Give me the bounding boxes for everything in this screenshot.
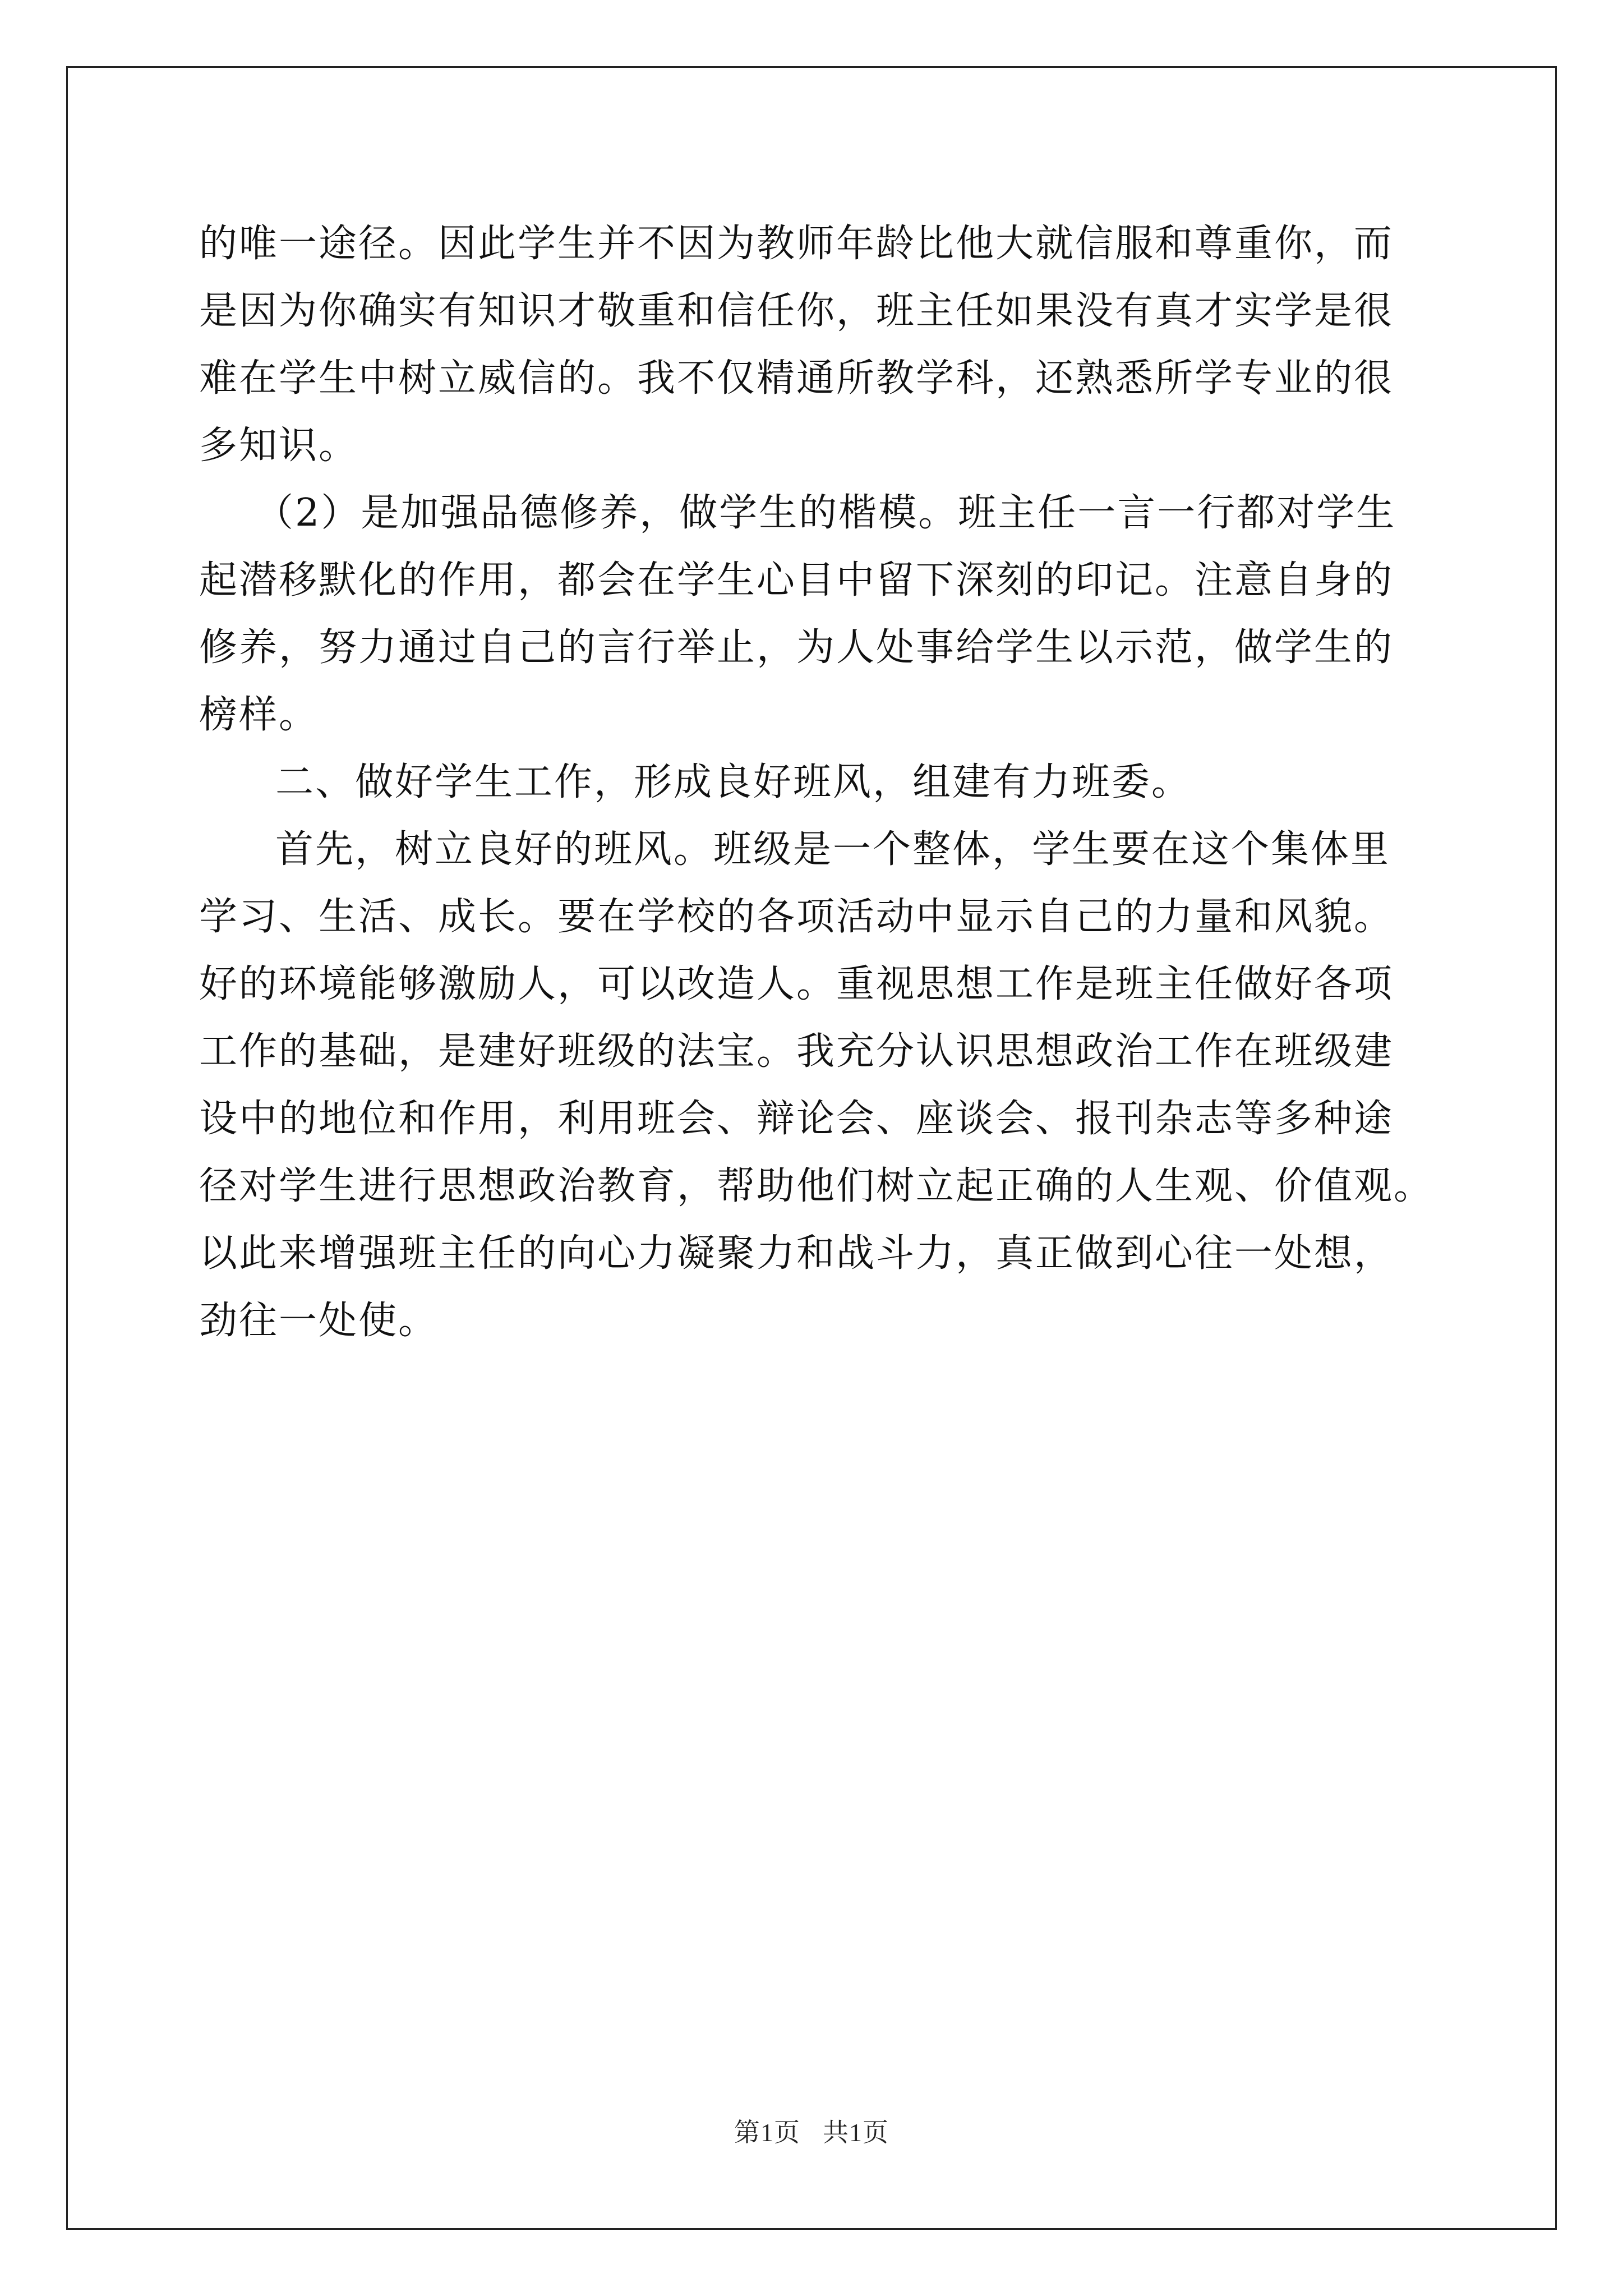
text-line: 劲往一处使。 xyxy=(199,1299,439,1343)
text-line: 的唯一途径。因此学生并不因为教师年龄比他大就信服和尊重你，而 xyxy=(199,222,1394,266)
text-line: 首先，树立良好的班风。班级是一个整体，学生要在这个集体里 xyxy=(275,827,1391,872)
text-line: 设中的地位和作用，利用班会、辩论会、座谈会、报刊杂志等多种途 xyxy=(199,1097,1394,1141)
text-line: 以此来增强班主任的向心力凝聚力和战斗力，真正做到心往一处想， xyxy=(199,1231,1394,1276)
page-total: 共1页 xyxy=(823,2118,889,2147)
text-line: 是因为你确实有知识才敬重和信任你，班主任如果没有真才实学是很 xyxy=(199,289,1394,333)
section-heading: 二、做好学生工作，形成良好班风，组建有力班委。 xyxy=(275,760,1192,804)
paragraph-3 xyxy=(199,749,1433,816)
paragraph-1 xyxy=(199,210,1433,480)
text-line: 难在学生中树立威信的。我不仅精通所教学科，还熟悉所学专业的很 xyxy=(199,356,1394,401)
text-line: 修养，努力通过自己的言行举止，为人处事给学生以示范，做学生的 xyxy=(199,625,1394,670)
text-line: 榜样。 xyxy=(199,693,319,737)
page-footer xyxy=(0,2112,1623,2149)
text-line: 径对学生进行思想政治教育，帮助他们树立起正确的人生观、价值观。 xyxy=(199,1164,1434,1208)
text-line: 起潜移默化的作用，都会在学生心目中留下深刻的印记。注意自身的 xyxy=(199,558,1394,602)
paragraph-4 xyxy=(199,816,1433,1355)
text-line: 工作的基础，是建好班级的法宝。我充分认识思想政治工作在班级建 xyxy=(199,1029,1394,1074)
text-line: 多知识。 xyxy=(199,424,359,468)
page-number: 第1页 xyxy=(734,2118,800,2147)
document-body xyxy=(199,210,1433,1355)
paragraph-2 xyxy=(199,480,1433,749)
text-line: （2）是加强品德修养，做学生的楷模。班主任一言一行都对学生 xyxy=(255,491,1396,535)
text-line: 好的环境能够激励人，可以改造人。重视思想工作是班主任做好各项 xyxy=(199,962,1394,1006)
text-line: 学习、生活、成长。要在学校的各项活动中显示自己的力量和风貌。 xyxy=(199,895,1394,939)
